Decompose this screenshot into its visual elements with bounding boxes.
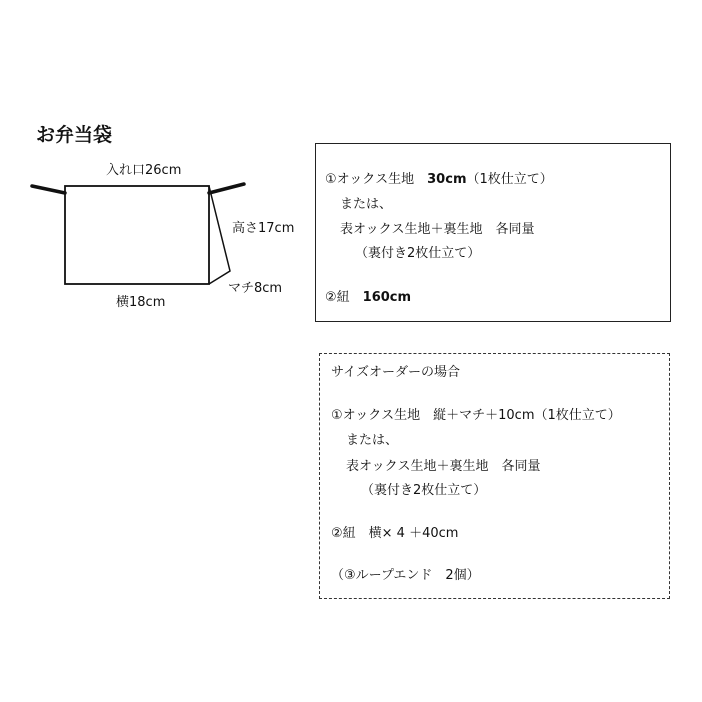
custom-or-line: または、 [346,433,399,448]
custom-lined-fabric-line: 表オックス生地＋裏生地 各同量 [346,459,541,474]
bottom-width-label: 横18cm [116,295,166,310]
opening-width-label: 入れ口26cm [106,163,182,178]
custom-loop-end-line: （③ループエンド 2個） [331,568,480,583]
custom-order-box [319,353,670,599]
custom-fabric-line: ①オックス生地 縦＋マチ＋10cm（1枚仕立て） [331,408,621,423]
standard-string-name: ②紐 [325,290,363,305]
bag-front-panel [65,186,209,284]
page-title: お弁当袋 [36,124,113,146]
custom-string-line: ②紐 横× 4 ＋40cm [331,526,459,541]
standard-fabric-amount: 30cm [427,172,467,187]
custom-lined-note-line: （裏付き2枚仕立て） [361,483,487,498]
standard-fabric-note: （1枚仕立て） [466,172,553,187]
drawstring-right [209,184,244,193]
standard-or-line: または、 [340,197,393,212]
custom-order-heading: サイズオーダーの場合 [331,365,460,380]
standard-lined-fabric-line: 表オックス生地＋裏生地 各同量 [340,222,535,237]
height-label: 高さ17cm [232,221,295,236]
standard-lined-note-line: （裏付き2枚仕立て） [355,246,481,261]
gusset-label: マチ8cm [228,281,283,296]
drawstring-left [32,186,65,193]
bag-gusset-side [209,186,230,284]
standard-string-amount: 160cm [362,290,412,305]
standard-string-line [325,286,411,305]
standard-fabric-name: ①オックス生地 [325,172,428,187]
standard-fabric-line [325,168,553,187]
